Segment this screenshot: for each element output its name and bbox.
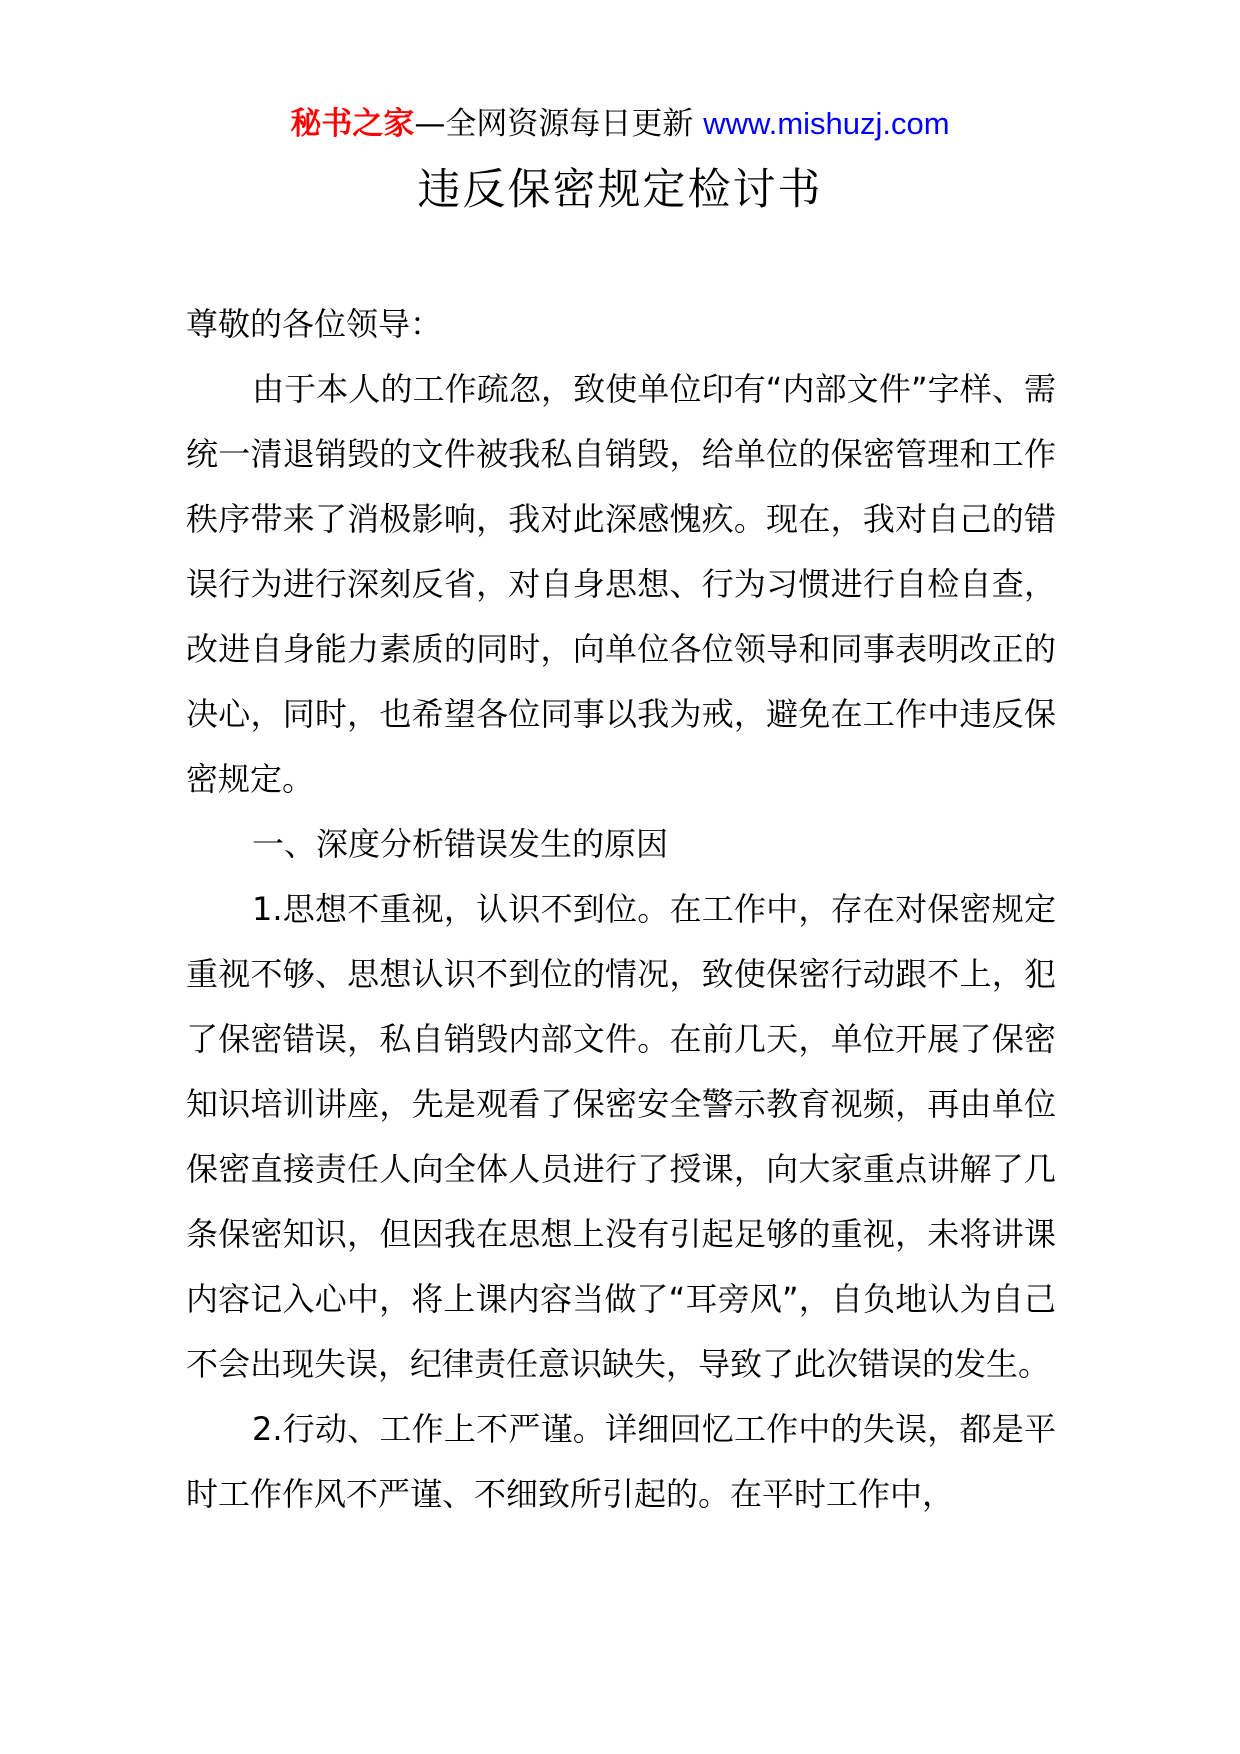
- document-title: 违反保密规定检讨书: [417, 165, 823, 215]
- paragraph-point-1: 1.思想不重视，认识不到位。在工作中，存在对保密规定重视不够、思想认识不到位的情况，致使保密行动跟不上，犯了保密错误，私自销毁内部文件。在前几天，单位开展了保密知识培训讲座，先是观看了保密安全警示教育视频，再由单位保密直接责任人向全体人员进行了授课，向大家重点讲解了几条保密知识，但因我在思想上没有引起足够的重视，未将讲课内容记入心中，将上课内容当做了“耳旁风”，自负地认为自己不会出现失误，纪律责任意识缺失，导致了此次错误的发生。: [186, 890, 1056, 1383]
- brand-name: 秘书之家: [290, 106, 415, 142]
- salutation: 尊敬的各位领导：: [186, 305, 443, 343]
- document-body: [186, 292, 1056, 1527]
- banner-slogan: —全网资源每日更新: [414, 106, 694, 142]
- site-banner: [0, 102, 1240, 146]
- section-heading: 一、深度分析错误发生的原因: [252, 825, 669, 863]
- website-link[interactable]: www.mishuzj.com: [703, 106, 950, 141]
- paragraph-intro: 由于本人的工作疏忽，致使单位印有“内部文件”字样、需统一清退销毁的文件被我私自销毁，给单位的保密管理和工作秩序带来了消极影响，我对此深感愧疚。现在，我对自己的错误行为进行深刻反省，对自身思想、行为习惯进行自检自查，改进自身能力素质的同时，向单位各位领导和同事表明改正的决心，同时，也希望各位同事以我为戒，避免在工作中违反保密规定。: [186, 370, 1056, 798]
- paragraph-point-2: 2.行动、工作上不严谨。详细回忆工作中的失误，都是平时工作作风不严谨、不细致所引起的。在平时工作中，: [186, 1410, 1056, 1513]
